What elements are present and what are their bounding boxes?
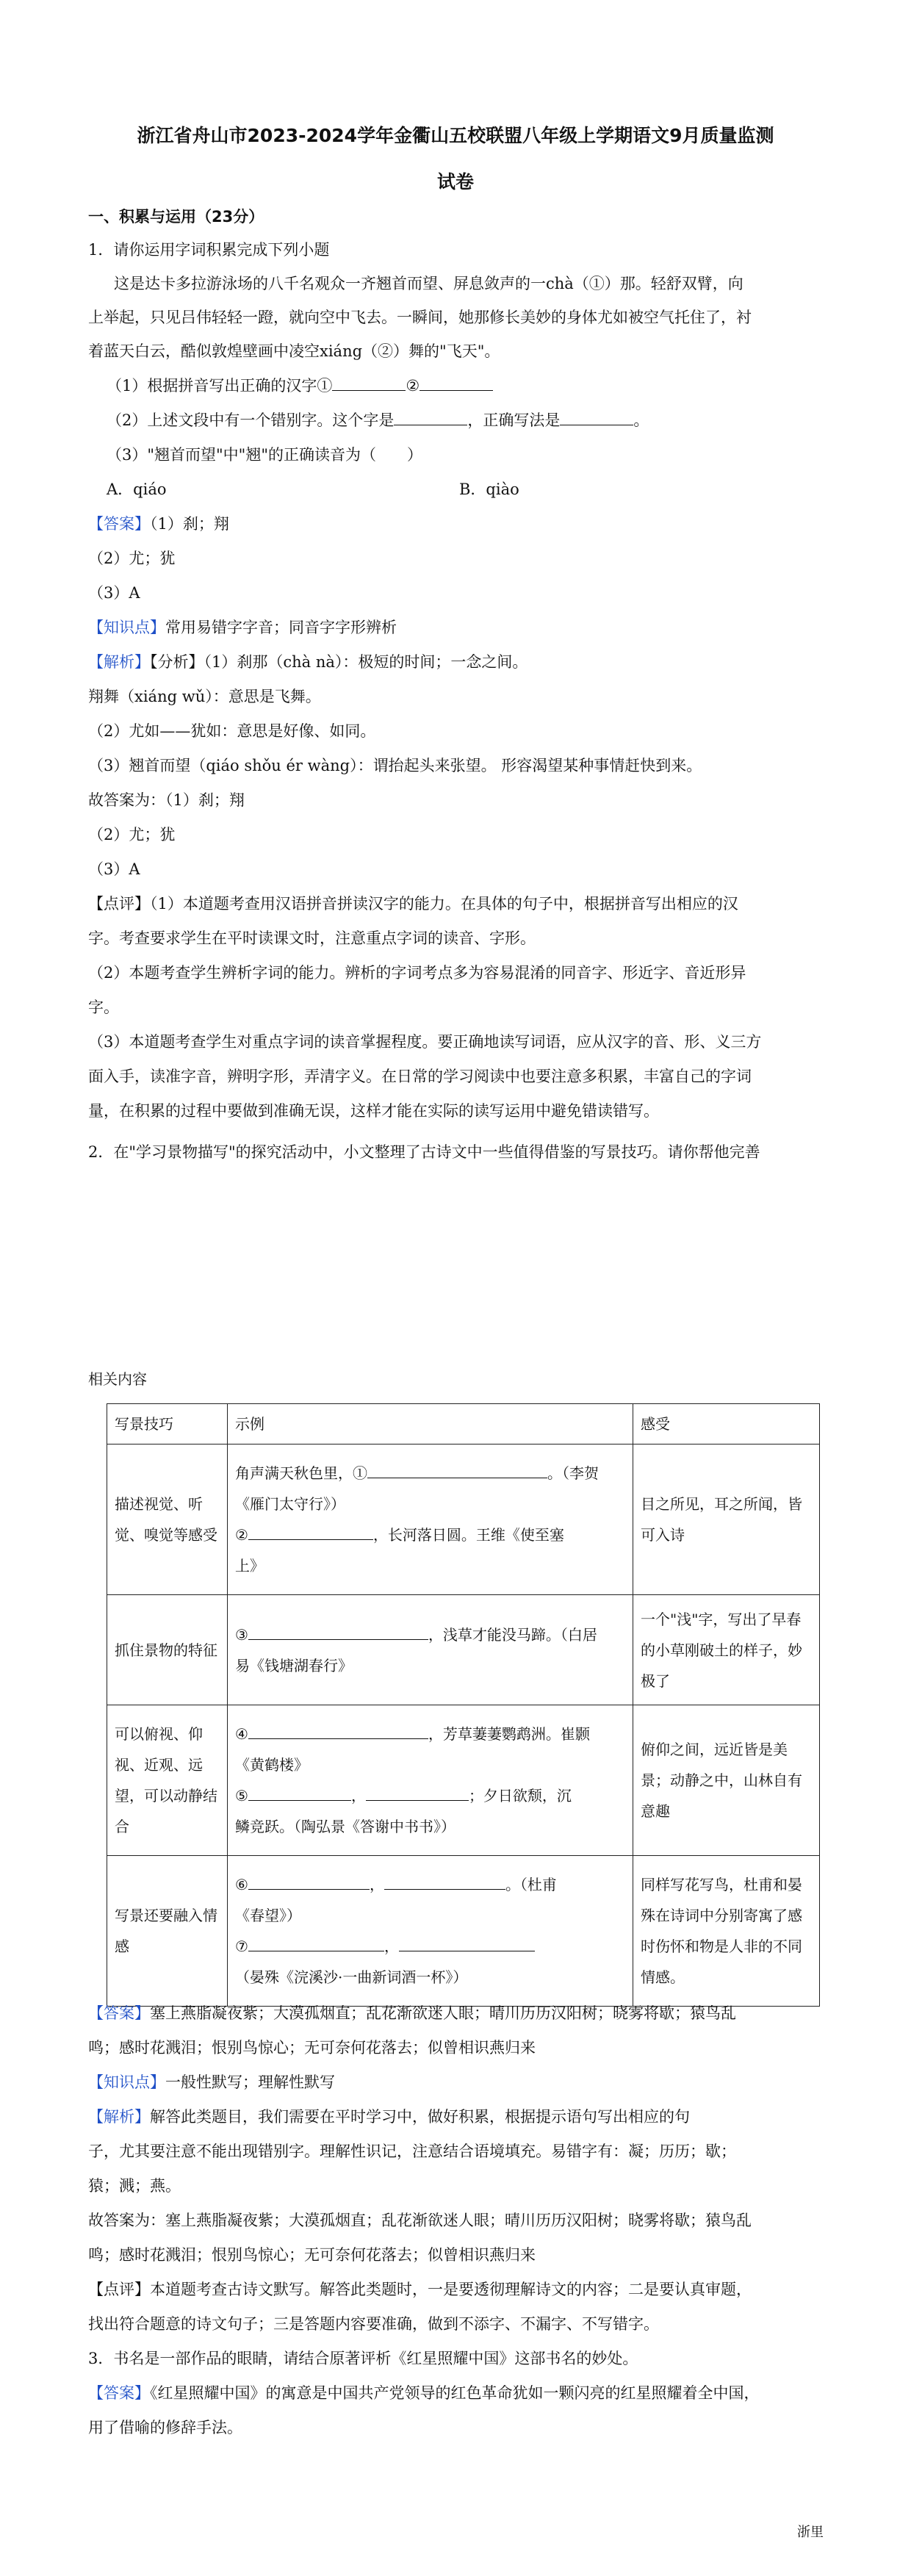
final-answer-line: （2）尤；犹	[88, 826, 176, 843]
comment-line: 字。考查要求学生在平时读课文时，注意重点字词的读音、字形。	[88, 929, 536, 947]
example-text: ④	[235, 1725, 248, 1743]
answer-blank[interactable]	[248, 1525, 373, 1540]
comment: 【点评】本道题考查古诗文默写。解答此类题时，一是要透彻理解诗文的内容；二是要认真审题，	[88, 2281, 752, 2298]
knowledge-tag: 【知识点】	[88, 2073, 165, 2091]
example-cell	[228, 1444, 633, 1595]
feeling-cell: 目之所见，耳之所闻，皆可入诗	[633, 1444, 820, 1595]
final-answer: 故答案为：（1）刹；翔	[88, 791, 245, 809]
answer-blank[interactable]	[332, 375, 406, 391]
sub-question-text: ②	[406, 377, 420, 395]
answer-line: （3）A	[88, 584, 140, 602]
final-answer-line: （3）A	[88, 860, 140, 878]
answer	[88, 2002, 823, 2024]
table-row	[107, 1444, 820, 1595]
document-title-line2: 试卷	[436, 171, 474, 193]
answer-blank[interactable]	[248, 1874, 370, 1890]
example-cell	[228, 1705, 633, 1856]
sub-question-text: （2）上述文段中有一个错别字。这个字是	[107, 411, 395, 429]
answer	[88, 513, 823, 535]
knowledge-tag: 【知识点】	[88, 619, 165, 636]
option-b[interactable]: B．qiào	[459, 481, 519, 498]
example-text: 《雁门太守行》）	[235, 1495, 345, 1513]
example-text: 《春望》）	[235, 1907, 301, 1924]
knowledge-text: 常用易错字字音；同音字字形辨析	[165, 619, 397, 636]
question-stem: 1．请你运用字词积累完成下列小题	[88, 241, 330, 259]
example-cell	[228, 1595, 633, 1705]
sub-question-text: ，正确写法是	[467, 411, 561, 429]
analysis-line: （3）翘首而望（qiáo shǒu ér wàng）：谓抬起头来张望。 形容渴望某种事情赶快到来。	[88, 757, 702, 774]
example-text: ，长河落日圆。王维《使至塞	[372, 1526, 564, 1544]
answer-blank[interactable]	[367, 1463, 547, 1478]
page-footer: 浙里	[797, 2525, 824, 2540]
example-text: 角声满天秋色里，①	[235, 1464, 367, 1482]
comment-line: 找出符合题意的诗文句子；三是答题内容要准确，做到不添字、不漏字、不写错字。	[88, 2315, 659, 2333]
technique-cell: 抓住景物的特征	[107, 1595, 228, 1705]
writing-techniques-table	[107, 1403, 820, 2007]
comment-line: 字。	[88, 999, 119, 1016]
answer-text: 塞上燕脂凝夜紫；大漠孤烟直；乱花渐欲迷人眼；晴川历历汉阳树；晓雾将歇；猿鸟乱	[150, 2004, 736, 2022]
analysis-line: 翔舞（xiáng wǔ）：意思是飞舞。	[88, 688, 321, 705]
passage-line: 着蓝天白云，酷似敦煌壁画中凌空xiáng（②）舞的"飞天"。	[88, 342, 500, 360]
example-text: ，	[369, 1876, 384, 1893]
example-text: 上》	[235, 1557, 264, 1575]
analysis-line: 子，尤其要注意不能出现错别字。理解性识记，注意结合语境填充。易错字有：凝；历历；歇；	[88, 2143, 736, 2160]
example-text: 。（杜甫	[505, 1876, 557, 1893]
example-text: ⑦	[235, 1938, 248, 1955]
analysis	[88, 651, 823, 673]
answer-blank[interactable]	[248, 1936, 384, 1951]
analysis-tag: 【解析】	[88, 653, 150, 671]
example-cell	[228, 1856, 633, 2007]
analysis-line: 猿；溅；燕。	[88, 2177, 181, 2195]
answer-line: 鸣；感时花溅泪；恨别鸟惊心；无可奈何花落去；似曾相识燕归来	[88, 2039, 536, 2057]
technique-cell: 写景还要融入情感	[107, 1856, 228, 2007]
answer-line: （2）尤；犹	[88, 550, 176, 567]
question-stem: 3．书名是一部作品的眼睛，请结合原著评析《红星照耀中国》这部书名的妙处。	[88, 2350, 638, 2367]
example-text: ，浅草才能没马蹄。（白居	[428, 1625, 597, 1644]
answer-blank[interactable]	[394, 410, 467, 425]
answer-blank[interactable]	[420, 375, 493, 391]
analysis-line: （2）尤如——犹如：意思是好像、如同。	[88, 722, 376, 740]
sub-question-text: （1）根据拼音写出正确的汉字①	[107, 377, 333, 395]
knowledge-point	[88, 2071, 823, 2093]
header-cell: 感受	[633, 1404, 820, 1444]
technique-cell: 描述视觉、听觉、嗅觉等感受	[107, 1444, 228, 1595]
answer-blank[interactable]	[248, 1625, 428, 1640]
example-text: ⑤	[235, 1787, 248, 1805]
comment-line: （2）本题考查学生辨析字词的能力。辨析的字词考点多为容易混淆的同音字、形近字、音近形异	[88, 964, 746, 982]
sub-question-text: 。	[633, 411, 649, 429]
knowledge-point	[88, 616, 823, 638]
sub-question	[107, 375, 841, 397]
final-answer: 故答案为：塞上燕脂凝夜紫；大漠孤烟直；乱花渐欲迷人眼；晴川历历汉阳树；晓雾将歇；猿鸟乱	[88, 2212, 752, 2229]
document-title: 浙江省舟山市2023-2024学年金衢山五校联盟八年级上学期语文9月质量监测	[137, 125, 774, 146]
answer-tag: 【答案】	[88, 515, 150, 533]
answer-blank[interactable]	[399, 1936, 535, 1951]
table-caption: 相关内容	[88, 1370, 147, 1388]
passage-line: 这是达卡多拉游泳场的八千名观众一齐翘首而望、屏息敛声的一chà（①）那。轻舒双臂，向	[114, 275, 743, 292]
answer-blank[interactable]	[248, 1785, 351, 1801]
comment-line: （3）本道题考查学生对重点字词的读音掌握程度。要正确地读写词语，应从汉字的音、形、义三方	[88, 1033, 762, 1051]
knowledge-text: 一般性默写；理解性默写	[165, 2073, 335, 2091]
sub-question: （3）"翘首而望"中"翘"的正确读音为（ ）	[107, 446, 422, 464]
example-text: ；夕日欲颓，沉	[468, 1787, 572, 1805]
question-stem: 2．在"学习景物描写"的探究活动中，小文整理了古诗文中一些值得借鉴的写景技巧。请你帮他完善	[88, 1143, 760, 1161]
example-text: ②	[235, 1526, 248, 1544]
table-row	[107, 1856, 820, 2007]
feeling-cell: 一个"浅"字，写出了早春的小草刚破土的样子，妙极了	[633, 1595, 820, 1705]
table-row	[107, 1595, 820, 1705]
analysis-tag: 【解析】	[88, 2108, 150, 2126]
answer-blank[interactable]	[560, 410, 633, 425]
passage-line: 上举起，只见吕伟轻轻一蹬，就向空中飞去。一瞬间，她那修长美妙的身体尤如被空气托住了，衬	[88, 309, 752, 326]
technique-cell: 可以俯视、仰视、近观、远望，可以动静结合	[107, 1705, 228, 1856]
answer-blank[interactable]	[248, 1724, 428, 1739]
example-text: 鳞竞跃。（陶弘景《答谢中书书》）	[235, 1818, 455, 1835]
example-text: （晏殊《浣溪沙·一曲新词酒一杯》）	[235, 1968, 468, 1986]
answer-tag: 【答案】	[88, 2004, 150, 2022]
answer-text: （1）刹；翔	[150, 515, 229, 533]
answer-blank[interactable]	[384, 1874, 505, 1890]
answer-tag: 【答案】	[88, 2384, 150, 2402]
example-text: ，	[384, 1938, 399, 1955]
example-text: ⑥	[235, 1876, 248, 1893]
header-cell: 写景技巧	[107, 1404, 228, 1444]
comment: 【点评】（1）本道题考查用汉语拼音拼读汉字的能力。在具体的句子中，根据拼音写出相应的汉	[88, 895, 738, 913]
analysis	[88, 2106, 823, 2128]
table-header-row	[107, 1404, 820, 1444]
example-text: ，	[350, 1787, 366, 1805]
comment-line: 量，在积累的过程中要做到准确无误，这样才能在实际的读写运用中避免错读错写。	[88, 1102, 659, 1120]
answer-blank[interactable]	[366, 1785, 469, 1801]
example-text: 。（李贺	[547, 1464, 599, 1482]
answer	[88, 2382, 823, 2404]
answer-line: 用了借喻的修辞手法。	[88, 2419, 242, 2436]
answer-text: 《红星照耀中国》的寓意是中国共产党领导的红色革命犹如一颗闪亮的红星照耀着全中国，	[150, 2384, 760, 2402]
final-answer-line: 鸣；感时花溅泪；恨别鸟惊心；无可奈何花落去；似曾相识燕归来	[88, 2246, 536, 2264]
header-cell: 示例	[228, 1404, 633, 1444]
feeling-cell: 同样写花写鸟，杜甫和晏殊在诗词中分别寄寓了感时伤怀和物是人非的不同情感。	[633, 1856, 820, 2007]
option-a[interactable]: A．qiáo	[107, 481, 167, 498]
example-text: 《黄鹤楼》	[235, 1756, 309, 1774]
table-row	[107, 1705, 820, 1856]
example-text: ③	[235, 1625, 248, 1644]
analysis-text: 解答此类题目，我们需要在平时学习中，做好积累，根据提示语句写出相应的句	[150, 2108, 690, 2126]
example-text: 易《钱塘湖春行》	[235, 1656, 353, 1674]
comment-line: 面入手，读准字音，辨明字形，弄清字义。在日常的学习阅读中也要注意多积累，丰富自己的字词	[88, 1068, 752, 1085]
example-text: ，芳草萋萋鹦鹉洲。崔颢	[428, 1725, 590, 1743]
analysis-text: 【分析】（1）刹那（chà nà）：极短的时间；一念之间。	[150, 653, 528, 671]
feeling-cell: 俯仰之间，远近皆是美景；动静之中，山林自有意趣	[633, 1705, 820, 1856]
section-heading: 一、积累与运用（23分）	[88, 208, 264, 226]
sub-question	[107, 409, 841, 431]
